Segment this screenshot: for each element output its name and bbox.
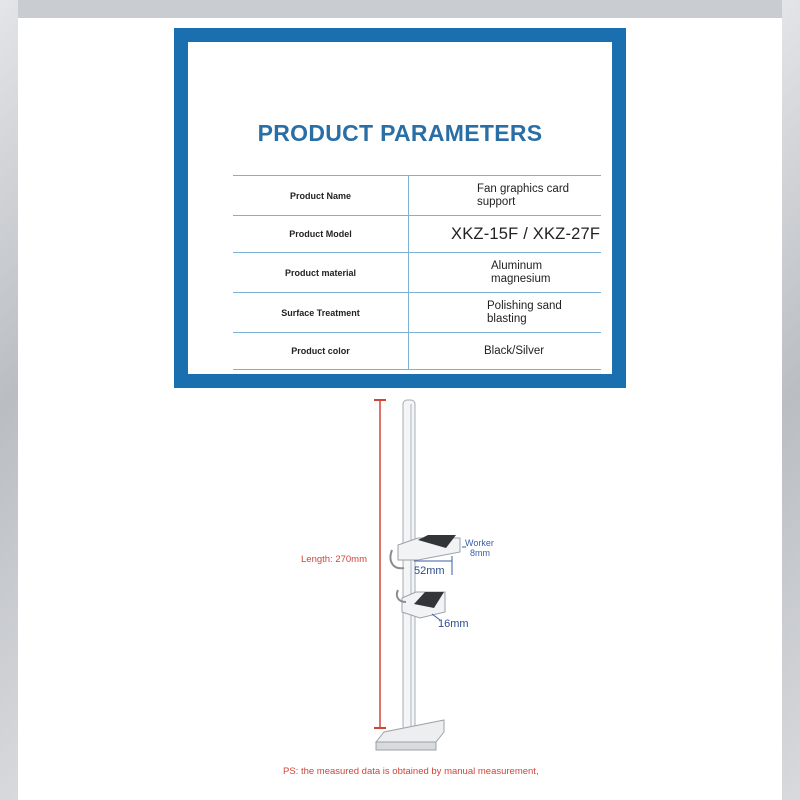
worker-value: 8mm: [470, 548, 490, 558]
row-value: Fan graphics card support: [477, 182, 570, 208]
card-title: PRODUCT PARAMETERS: [257, 120, 543, 146]
width-label: 52mm: [414, 565, 445, 577]
depth-label: 16mm: [438, 618, 469, 630]
upper-support-arm: [391, 535, 461, 568]
row-label: Product material: [233, 253, 409, 293]
length-label: Length: 270mm: [301, 554, 368, 565]
row-label: Product color: [233, 333, 409, 370]
row-value: XKZ-15F / XKZ-27F: [451, 224, 601, 243]
measurement-note: PS: the measured data is obtained by manual measurement,: [283, 766, 539, 777]
row-value: Polishing sand blasting: [487, 299, 562, 325]
row-label: Product Name: [233, 176, 409, 216]
worker-label: Worker: [465, 538, 494, 548]
row-label: Product Model: [233, 216, 409, 253]
length-dimension: [374, 400, 386, 728]
row-label: Surface Treatment: [233, 293, 409, 333]
row-value: Black/Silver: [484, 344, 545, 357]
row-value: Aluminum magnesium: [491, 259, 551, 285]
